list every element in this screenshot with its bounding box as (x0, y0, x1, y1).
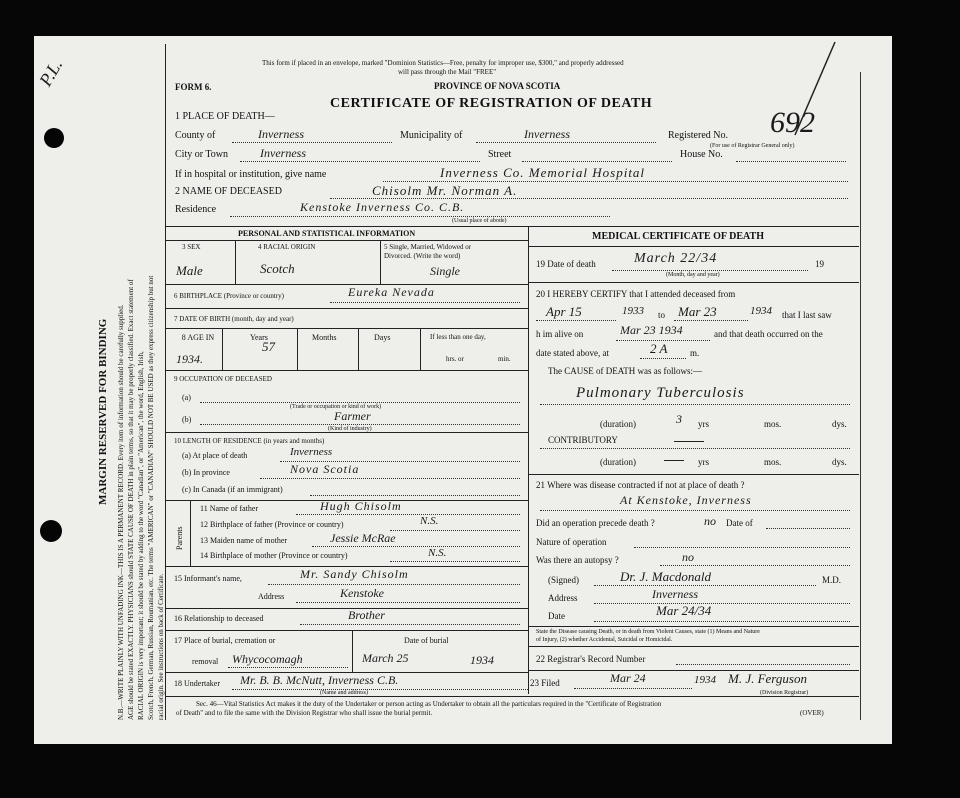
page-title: CERTIFICATE OF REGISTRATION OF DEATH (330, 96, 653, 111)
binding-margin-label: MARGIN RESERVED FOR BINDING (97, 318, 109, 505)
days-label: Days (374, 333, 391, 342)
duration-label-1: (duration) (600, 419, 636, 429)
cause-label: The CAUSE of DEATH was as follows:— (548, 366, 702, 376)
m-label: m. (690, 348, 700, 358)
binding-hole-top (44, 128, 64, 148)
contributory-dash (674, 441, 704, 442)
duration-value: 3 (676, 412, 682, 426)
canada-label: (c) In Canada (if an immigrant) (182, 485, 283, 494)
at-place-label: (a) At place of death (182, 451, 248, 460)
occupation-a: (a) (182, 393, 191, 402)
binding-hole-bottom (40, 520, 62, 542)
operation-label: Did an operation precede death ? (536, 518, 655, 528)
attended-to: Mar 23 (678, 304, 717, 319)
deceased-name-label: 2 NAME OF DECEASED (175, 186, 282, 197)
notice-line-1: This form if placed in an envelope, marked "Dominion Statistics—Free, penalty for improper use, $300," and properly addressed (262, 59, 624, 67)
state-disease-note-1: State the Disease causing Death, or in death from Violent Causes, state (1) Means and Nature (536, 629, 760, 635)
dys-label-1: dys. (832, 419, 847, 429)
undertaker-value: Mr. B. B. McNutt, Inverness C.B. (240, 673, 399, 687)
mother-value: Jessie McRae (330, 531, 396, 545)
state-disease-note-2: of Injury, (2) whether Accidental, Suicidal or Homicidal. (536, 637, 673, 643)
age-label: 8 AGE IN (181, 333, 215, 342)
yrs-label-1: yrs (698, 419, 709, 429)
residence-label: Residence (175, 204, 217, 215)
hospital-value: Inverness Co. Memorial Hospital (440, 165, 646, 180)
occupation-b-note: (Kind of industry) (328, 426, 372, 432)
dys-label-2: dys. (832, 457, 847, 467)
certificate-date-label: Date (548, 611, 565, 621)
status-label-2: Divorced. (Write the word) (384, 252, 461, 260)
age-year: 1934. (176, 352, 203, 366)
margin-note-line-1: N.B.—WRITE PLAINLY WITH UNFADING INK—THIS IS A PERMANENT RECORD. Every item of information should be carefully supplied. (117, 304, 125, 720)
death-date-suffix: 19 (815, 259, 824, 269)
father-value: Hugh Chisolm (320, 499, 402, 513)
notice-line-2: will pass through the Mail "FREE" (398, 68, 497, 76)
burial-value: Whycocomagh (232, 652, 303, 666)
occupation-a-note: (Trade or occupation or kind of work) (290, 404, 382, 410)
margin-note-line-3: RACIAL ORIGIN is very important; it should be stated by adding to the word "Canadian", or "American", the word, English, Irish, (137, 351, 145, 720)
physician-address-value: Inverness (652, 587, 698, 601)
birthplace-label: 6 BIRTHPLACE (Province or country) (174, 292, 285, 300)
footer-over: (OVER) (800, 709, 824, 717)
registrar-note: (For use of Registrar General only) (710, 143, 795, 149)
certificate-date-value: Mar 24/34 (656, 603, 712, 618)
min-label: min. (498, 355, 511, 363)
division-registrar-note: (Division Registrar) (760, 690, 809, 696)
filed-label: 23 Filed (530, 678, 560, 688)
years-value: 57 (262, 339, 275, 354)
margin-rule (165, 44, 166, 720)
occurred-label: and that death occurred on the (714, 329, 823, 339)
attended-to-year: 1934 (750, 305, 772, 317)
pen-stroke (790, 40, 840, 140)
informant-address-value: Kenstoke (340, 586, 384, 600)
hrs-label: hrs. or (446, 355, 464, 363)
relationship-label: 16 Relationship to deceased (174, 614, 264, 623)
status-label-1: 5 Single, Married, Widowed or (384, 243, 472, 251)
informant-value: Mr. Sandy Chisolm (300, 567, 409, 581)
father-birthplace-label: 12 Birthplace of father (Province or country) (200, 520, 344, 529)
sex-value: Male (176, 263, 203, 278)
hospital-label: If in hospital or institution, give name (175, 169, 327, 180)
residence-note: (Usual place of abode) (452, 218, 507, 224)
county-value: Inverness (258, 127, 304, 141)
physician-signature: Dr. J. Macdonald (620, 569, 711, 584)
burial-label: 17 Place of burial, cremation or (174, 636, 276, 645)
where-contracted-value: At Kenstoke, Inverness (620, 493, 752, 507)
mother-birthplace-label: 14 Birthplace of mother (Province or country) (200, 551, 348, 560)
nature-label: Nature of operation (536, 537, 607, 547)
death-date-label: 19 Date of death (536, 259, 596, 269)
registrar-signature: M. J. Ferguson (728, 671, 807, 686)
father-birthplace-value: N.S. (420, 515, 439, 527)
place-of-death-heading: 1 PLACE OF DEATH— (175, 111, 275, 122)
personal-heading: PERSONAL AND STATISTICAL INFORMATION (238, 229, 416, 238)
municipality-value: Inverness (524, 127, 570, 141)
footer-line-1: Sec. 46—Vital Statistics Act makes it the duty of the Undertaker or person acting as Undertaker to obtain all the particulars required in the "Certificate of Registration (196, 700, 662, 708)
house-label: House No. (680, 149, 723, 160)
informant-address-label: Address (258, 592, 285, 601)
municipality-label: Municipality of (400, 130, 463, 141)
footer-line-2: of Death" and to file the same with the Division Registrar who shall issue the burial permit. (176, 709, 433, 717)
operation-date-label: Date of (726, 518, 753, 528)
undertaker-label: 18 Undertaker (174, 679, 220, 688)
months-label: Months (312, 333, 337, 342)
mos-label-2: mos. (764, 457, 782, 467)
racial-value: Scotch (260, 261, 295, 276)
removal-label: removal (192, 657, 219, 666)
relationship-value: Brother (348, 608, 385, 622)
filed-year: 1934 (694, 674, 716, 686)
margin-note-line-2: AGE should be stated EXACTLY. PHYSICIANS should STATE CAUSE OF DEATH in plain terms, so that it may be properly classified. Exact statement of (127, 279, 135, 720)
undertaker-note: (Name and address) (320, 690, 368, 696)
registered-label: Registered No. (668, 130, 728, 141)
date-burial-year: 1934 (470, 653, 494, 667)
registered-number: 692 (770, 106, 815, 139)
mother-label: 13 Maiden name of mother (200, 536, 288, 545)
dob-label: 7 DATE OF BIRTH (month, day and year) (174, 315, 294, 323)
record-number-label: 22 Registrar's Record Number (536, 654, 646, 664)
deceased-name-value: Chisolm Mr. Norman A. (372, 183, 518, 198)
residence-length-label: 10 LENGTH OF RESIDENCE (in years and months) (174, 437, 325, 445)
death-date-note: (Month, day and year) (666, 272, 720, 278)
province-title: PROVINCE OF NOVA SCOTIA (434, 81, 561, 91)
physician-address-label: Address (548, 593, 578, 603)
county-label: County of (175, 130, 216, 141)
province-label: (b) In province (182, 468, 230, 477)
status-value: Single (430, 264, 460, 278)
autopsy-label: Was there an autopsy ? (536, 555, 619, 565)
where-contracted-label: 21 Where was disease contracted if not at place of death ? (536, 480, 745, 490)
father-label: 11 Name of father (200, 504, 259, 513)
md-label: M.D. (822, 575, 842, 585)
at-place-value: Inverness (290, 446, 333, 458)
margin-note-line-4: Scotch, French, German, Russian, Roumanian, etc. The terms "AMERICAN" or "CANADIAN" SHOULD NOT BE USED as they express citizenship but not (147, 275, 155, 720)
signed-label: (Signed) (548, 575, 579, 585)
occupation-b-value: Farmer (334, 409, 371, 423)
city-label: City or Town (175, 149, 229, 160)
corner-initials: P.L. (35, 55, 67, 90)
margin-note-line-5: racial origin. See instructions on back of Certificate. (157, 573, 165, 720)
residence-value: Kenstoke Inverness Co. C.B. (300, 200, 465, 214)
date-burial-value: March 25 (362, 651, 409, 665)
sex-label: 3 SEX (182, 243, 201, 251)
date-stated-label: date stated above, at (536, 348, 609, 358)
province-value: Nova Scotia (290, 462, 360, 476)
racial-label: 4 RACIAL ORIGIN (258, 243, 316, 251)
alive-value: Mar 23 1934 (620, 323, 683, 337)
certify-label: 20 I HEREBY CERTIFY that I attended deceased from (536, 289, 736, 299)
occupation-b: (b) (182, 415, 192, 424)
duration-label-2: (duration) (600, 457, 636, 467)
death-time: 2 A (650, 341, 668, 356)
years-label: Years (250, 333, 268, 342)
to-label: to (658, 310, 666, 320)
medical-heading: MEDICAL CERTIFICATE OF DEATH (592, 231, 764, 242)
attended-from: Apr 15 (546, 304, 582, 319)
informant-label: 15 Informant's name, (174, 574, 242, 583)
death-date-value: March 22/34 (634, 251, 718, 266)
date-burial-label: Date of burial (404, 636, 449, 645)
operation-value: no (704, 514, 716, 528)
contributory-label: CONTRIBUTORY (548, 435, 618, 445)
birthplace-value: Eureka Nevada (348, 285, 435, 299)
filed-value: Mar 24 (610, 671, 646, 685)
autopsy-value: no (682, 550, 694, 564)
yrs-label-2: yrs (698, 457, 709, 467)
last-saw-label: that I last saw (782, 310, 832, 320)
occupation-label: 9 OCCUPATION OF DECEASED (174, 375, 272, 383)
alive-label: h im alive on (536, 329, 584, 339)
column-divider (528, 226, 529, 694)
cause-value: Pulmonary Tuberculosis (576, 385, 745, 401)
city-value: Inverness (260, 146, 306, 160)
mos-label-1: mos. (764, 419, 782, 429)
parents-label: Parents (175, 526, 184, 550)
less-day-label: If less than one day, (430, 333, 486, 341)
mother-birthplace-value: N.S. (428, 547, 447, 559)
form-number: FORM 6. (175, 82, 212, 92)
attended-from-year: 1933 (622, 305, 644, 317)
street-label: Street (488, 149, 512, 160)
duration-2-dash (664, 460, 684, 461)
